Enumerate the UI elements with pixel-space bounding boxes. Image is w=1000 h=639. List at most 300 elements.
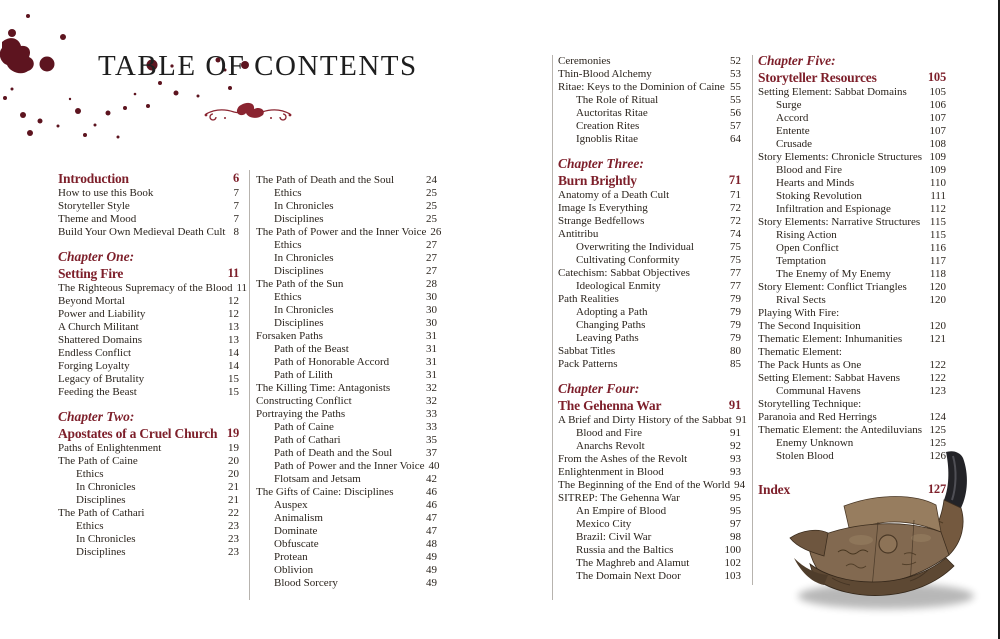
chapter-title: Burn Brightly xyxy=(558,173,637,188)
toc-entry-label: Ignoblis Ritae xyxy=(576,133,639,145)
toc-entry xyxy=(558,120,741,133)
toc-entry-page-number: 30 xyxy=(426,291,437,303)
toc-entry-page-number: 11 xyxy=(236,282,248,294)
toc-entry-page-number: 92 xyxy=(730,440,741,452)
toc-entry xyxy=(558,228,741,241)
toc-column-3 xyxy=(558,55,747,583)
toc-entry-page-number: 75 xyxy=(730,241,741,253)
toc-entry-page-number: 122 xyxy=(929,372,946,384)
toc-entry-label: Strange Bedfellows xyxy=(558,215,645,227)
toc-entry-page-number: 112 xyxy=(929,203,946,215)
toc-entry xyxy=(58,373,239,386)
toc-entry-page-number: 35 xyxy=(426,434,437,446)
column-divider xyxy=(552,55,553,600)
toc-entry-label: Endless Conflict xyxy=(58,347,132,359)
toc-entry-page-number: 21 xyxy=(228,494,239,506)
toc-entry xyxy=(558,81,741,94)
toc-entry xyxy=(256,356,437,369)
toc-entry-label: Open Conflict xyxy=(776,242,839,254)
toc-entry-label: Brazil: Civil War xyxy=(576,531,652,543)
toc-entry xyxy=(58,494,239,507)
toc-entry-page-number: 93 xyxy=(730,466,741,478)
toc-entry-label: Communal Havens xyxy=(776,385,861,397)
toc-entry-page-number: 24 xyxy=(426,174,437,186)
toc-entry xyxy=(558,133,741,146)
toc-entry-page-number: 125 xyxy=(929,437,946,449)
toc-entry-page-number: 102 xyxy=(724,557,741,569)
toc-entry xyxy=(256,486,437,499)
toc-entry xyxy=(58,200,239,213)
toc-entry-label: Leaving Paths xyxy=(576,332,639,344)
toc-entry-label: Hearts and Minds xyxy=(776,177,855,189)
toc-entry-page-number: 118 xyxy=(929,268,946,280)
toc-entry-label: Infiltration and Espionage xyxy=(776,203,891,215)
toc-entry xyxy=(758,307,946,320)
toc-entry-label: Enlightenment in Blood xyxy=(558,466,664,478)
toc-entry-page-number: 79 xyxy=(730,293,741,305)
toc-entry-page-number: 53 xyxy=(730,68,741,80)
toc-entry-page-number: 107 xyxy=(929,112,946,124)
toc-entry-page-number: 95 xyxy=(730,505,741,517)
toc-entry-page-number: 107 xyxy=(929,125,946,137)
toc-entry-page-number: 120 xyxy=(929,294,946,306)
toc-entry-page-number: 27 xyxy=(426,265,437,277)
toc-entry-page-number xyxy=(942,307,946,320)
toc-entry xyxy=(758,112,946,125)
toc-entry-label: Thematic Element: Inhumanities xyxy=(758,333,903,345)
toc-entry-page-number: 77 xyxy=(730,267,741,279)
toc-entry-page-number: 37 xyxy=(426,447,437,459)
toc-entry-page-number: 79 xyxy=(730,306,741,318)
toc-entry-page-number: 72 xyxy=(730,202,741,214)
chapter-page-number: 11 xyxy=(227,266,239,280)
toc-entry-label: Disciplines xyxy=(76,494,126,506)
toc-entry-label: Ideological Enmity xyxy=(576,280,661,292)
toc-entry-page-number: 40 xyxy=(428,460,440,472)
toc-entry-label: Image Is Everything xyxy=(558,202,648,214)
toc-entry-label: Stolen Blood xyxy=(776,450,834,462)
chapter-prefix: Chapter Three: xyxy=(558,156,644,171)
toc-entry xyxy=(758,333,946,346)
toc-entry xyxy=(558,479,746,492)
toc-entry-label: Accord xyxy=(776,112,809,124)
toc-entry xyxy=(256,239,437,252)
toc-entry xyxy=(758,372,946,385)
toc-entry-label: Ceremonies xyxy=(558,55,611,67)
toc-entry xyxy=(758,385,946,398)
toc-entry-page-number: 117 xyxy=(929,255,946,267)
toc-entry-label: Flotsam and Jetsam xyxy=(274,473,361,485)
toc-entry-label: Adopting a Path xyxy=(576,306,648,318)
toc-entry-label: Ethics xyxy=(274,239,302,251)
toc-entry xyxy=(256,343,437,356)
toc-entry-page-number: 15 xyxy=(228,373,239,385)
toc-entry-page-number: 55 xyxy=(730,94,741,106)
toc-entry-label: Sabbat Titles xyxy=(558,345,616,357)
toc-entry xyxy=(58,455,239,468)
chapter-prefix: Chapter Five: xyxy=(758,53,836,68)
page-title: TABLE OF CONTENTS xyxy=(98,50,418,82)
toc-entry-page-number: 15 xyxy=(228,386,239,398)
toc-entry-page-number: 46 xyxy=(426,486,437,498)
toc-entry-label: The Pack Hunts as One xyxy=(758,359,862,371)
toc-entry xyxy=(558,202,741,215)
toc-entry-page-number: 22 xyxy=(228,507,239,519)
toc-entry-label: Protean xyxy=(274,551,308,563)
toc-entry-page-number: 42 xyxy=(426,473,437,485)
toc-entry-page-number: 46 xyxy=(426,499,437,511)
toc-entry-label: Setting Element: Sabbat Domains xyxy=(758,86,907,98)
toc-entry-label: Rising Action xyxy=(776,229,837,241)
toc-entry-label: Storytelling Technique: xyxy=(758,398,862,410)
toc-entry-page-number: 109 xyxy=(929,164,946,176)
toc-entry-label: Path of Honorable Accord xyxy=(274,356,390,368)
toc-entry-label: The Path of Caine xyxy=(58,455,138,467)
chapter-page-number: 6 xyxy=(232,171,239,185)
toc-entry xyxy=(758,424,946,437)
toc-entry xyxy=(256,382,437,395)
toc-entry-page-number: 116 xyxy=(929,242,946,254)
toc-entry-page-number: 105 xyxy=(929,86,946,98)
toc-entry-page-number: 91 xyxy=(730,427,741,439)
toc-entry-page-number: 124 xyxy=(929,411,946,423)
toc-entry xyxy=(758,190,946,203)
toc-entry xyxy=(758,411,946,424)
toc-entry xyxy=(58,442,239,455)
toc-entry-page-number: 25 xyxy=(426,200,437,212)
toc-entry xyxy=(558,544,741,557)
toc-entry-page-number: 21 xyxy=(228,481,239,493)
toc-entry-page-number: 108 xyxy=(929,138,946,150)
toc-entry xyxy=(758,164,946,177)
toc-entry xyxy=(256,395,437,408)
toc-entry xyxy=(58,295,239,308)
toc-entry xyxy=(58,520,239,533)
toc-entry-label: Disciplines xyxy=(76,546,126,558)
toc-entry xyxy=(558,332,741,345)
toc-entry xyxy=(558,267,741,280)
toc-entry-label: Overwriting the Individual xyxy=(576,241,694,253)
chapter-page-number: 71 xyxy=(728,173,741,187)
toc-entry xyxy=(58,226,239,239)
toc-entry-page-number: 72 xyxy=(730,215,741,227)
toc-entry xyxy=(758,346,946,359)
toc-entry xyxy=(256,304,437,317)
toc-entry xyxy=(256,473,437,486)
toc-entry-label: Cultivating Conformity xyxy=(576,254,680,266)
toc-entry-label: Blood Sorcery xyxy=(274,577,338,589)
toc-entry-label: Anarchs Revolt xyxy=(576,440,645,452)
toc-entry-page-number: 80 xyxy=(730,345,741,357)
chapter-prefix: Chapter Four: xyxy=(558,381,640,396)
toc-entry xyxy=(58,507,239,520)
toc-entry-label: A Church Militant xyxy=(58,321,139,333)
toc-entry-page-number: 19 xyxy=(228,442,239,454)
toc-entry xyxy=(256,460,440,473)
toc-entry xyxy=(256,512,437,525)
toc-entry xyxy=(256,174,437,187)
toc-entry xyxy=(758,86,946,99)
toc-entry xyxy=(758,99,946,112)
toc-entry-label: Constructing Conflict xyxy=(256,395,352,407)
toc-entry xyxy=(256,499,437,512)
toc-entry-page-number: 64 xyxy=(730,133,741,145)
column-divider xyxy=(249,170,250,600)
toc-entry-label: How to use this Book xyxy=(58,187,154,199)
toc-entry xyxy=(758,216,946,229)
toc-entry xyxy=(558,293,741,306)
toc-entry-page-number: 91 xyxy=(735,414,747,426)
toc-entry xyxy=(256,291,437,304)
toc-entry xyxy=(758,255,946,268)
toc-entry-page-number: 12 xyxy=(228,308,239,320)
toc-entry-page-number: 14 xyxy=(228,347,239,359)
chapter-title: The Gehenna War xyxy=(558,398,662,413)
toc-entry-label: Crusade xyxy=(776,138,813,150)
toc-entry-label: Rival Sects xyxy=(776,294,826,306)
toc-entry xyxy=(256,265,437,278)
toc-entry-label: Portraying the Paths xyxy=(256,408,346,420)
toc-entry-label: Thin-Blood Alchemy xyxy=(558,68,652,80)
toc-chapter-heading xyxy=(558,381,741,414)
toc-entry xyxy=(558,531,741,544)
toc-entry-label: Storyteller Style xyxy=(58,200,130,212)
toc-entry-label: The Killing Time: Antagonists xyxy=(256,382,391,394)
toc-entry-page-number: 47 xyxy=(426,525,437,537)
toc-entry-page-number xyxy=(942,346,946,359)
toc-entry-label: From the Ashes of the Revolt xyxy=(558,453,688,465)
toc-entry-label: Surge xyxy=(776,99,802,111)
toc-entry-page-number: 13 xyxy=(228,334,239,346)
toc-entry-page-number: 74 xyxy=(730,228,741,240)
toc-entry-page-number: 26 xyxy=(430,226,442,238)
toc-entry-label: Obfuscate xyxy=(274,538,319,550)
toc-entry xyxy=(256,369,437,382)
toc-entry-label: Changing Paths xyxy=(576,319,646,331)
toc-entry-page-number: 120 xyxy=(929,320,946,332)
toc-chapter-heading xyxy=(58,170,239,187)
toc-entry xyxy=(558,94,741,107)
toc-entry-label: An Empire of Blood xyxy=(576,505,667,517)
toc-entry-page-number: 57 xyxy=(730,120,741,132)
toc-chapter-heading xyxy=(558,156,741,189)
toc-entry-page-number: 109 xyxy=(929,151,946,163)
toc-entry-label: Stoking Revolution xyxy=(776,190,862,202)
broken-horn-artifact xyxy=(786,448,998,618)
toc-chapter-heading xyxy=(58,409,239,442)
toc-entry-label: Ethics xyxy=(76,468,104,480)
toc-entry-page-number: 8 xyxy=(233,226,239,238)
toc-entry-page-number: 27 xyxy=(426,239,437,251)
toc-entry-label: Story Element: Conflict Triangles xyxy=(758,281,907,293)
toc-entry-label: Disciplines xyxy=(274,213,324,225)
toc-entry-label: In Chronicles xyxy=(274,252,334,264)
toc-entry-page-number: 85 xyxy=(730,358,741,370)
toc-entry-page-number: 79 xyxy=(730,319,741,331)
toc-entry-label: Thematic Element: xyxy=(758,346,842,358)
toc-entry xyxy=(558,570,741,583)
toc-entry xyxy=(758,294,946,307)
toc-entry-page-number: 75 xyxy=(730,254,741,266)
toc-entry xyxy=(558,414,747,427)
chapter-title: Setting Fire xyxy=(58,266,124,281)
toc-entry xyxy=(558,107,741,120)
toc-entry-label: Russia and the Baltics xyxy=(576,544,674,556)
toc-entry-page-number: 100 xyxy=(724,544,741,556)
toc-entry xyxy=(558,557,741,570)
toc-entry-page-number: 52 xyxy=(730,55,741,67)
toc-entry xyxy=(58,347,239,360)
toc-entry-label: The Domain Next Door xyxy=(576,570,681,582)
toc-entry-label: Enemy Unknown xyxy=(776,437,854,449)
chapter-page-number: 19 xyxy=(226,426,239,440)
toc-entry-page-number: 7 xyxy=(233,187,239,199)
toc-entry-label: Ritae: Keys to the Dominion of Caine xyxy=(558,81,725,93)
toc-entry-label: Path of the Beast xyxy=(274,343,349,355)
toc-entry-label: Antitribu xyxy=(558,228,599,240)
chapter-title: Apostates of a Cruel Church xyxy=(58,426,218,441)
toc-entry xyxy=(558,466,741,479)
toc-entry xyxy=(558,280,741,293)
toc-entry-page-number: 31 xyxy=(426,330,437,342)
chapter-prefix: Chapter One: xyxy=(58,249,135,264)
toc-entry-page-number: 20 xyxy=(228,455,239,467)
toc-entry-page-number: 79 xyxy=(730,332,741,344)
toc-entry-label: The Maghreb and Alamut xyxy=(576,557,690,569)
ornamental-flourish-icon xyxy=(203,101,293,123)
toc-entry-label: Path of Death and the Soul xyxy=(274,447,393,459)
toc-entry xyxy=(58,334,239,347)
chapter-title: Index xyxy=(758,482,791,497)
toc-entry-page-number: 71 xyxy=(730,189,741,201)
toc-entry-page-number: 23 xyxy=(228,520,239,532)
toc-entry-page-number: 115 xyxy=(929,229,946,241)
toc-entry-label: Ethics xyxy=(274,187,302,199)
toc-entry xyxy=(256,577,437,590)
toc-entry-label: Blood and Fire xyxy=(776,164,842,176)
toc-entry xyxy=(256,525,437,538)
toc-entry-label: Beyond Mortal xyxy=(58,295,125,307)
toc-entry xyxy=(58,360,239,373)
toc-entry-label: Path of Lilith xyxy=(274,369,333,381)
toc-entry xyxy=(558,453,741,466)
toc-entry-label: Pack Patterns xyxy=(558,358,618,370)
toc-entry-page-number: 32 xyxy=(426,382,437,394)
toc-entry-label: Auspex xyxy=(274,499,308,511)
toc-entry-page-number: 32 xyxy=(426,395,437,407)
column-divider xyxy=(752,55,753,585)
toc-entry xyxy=(758,398,946,411)
toc-entry-label: Paths of Enlightenment xyxy=(58,442,162,454)
toc-entry-label: Thematic Element: the Antediluvians xyxy=(758,424,923,436)
toc-entry xyxy=(758,125,946,138)
toc-entry-page-number: 49 xyxy=(426,564,437,576)
toc-entry-label: Disciplines xyxy=(274,265,324,277)
toc-entry-label: Story Elements: Narrative Structures xyxy=(758,216,921,228)
toc-entry-label: Ethics xyxy=(76,520,104,532)
toc-entry-label: Shattered Domains xyxy=(58,334,143,346)
toc-entry xyxy=(758,229,946,242)
toc-entry-page-number: 30 xyxy=(426,304,437,316)
toc-entry-page-number: 95 xyxy=(730,492,741,504)
toc-entry xyxy=(58,187,239,200)
toc-entry xyxy=(758,151,946,164)
toc-entry-page-number: 20 xyxy=(228,468,239,480)
toc-entry xyxy=(558,358,741,371)
toc-entry xyxy=(558,241,741,254)
toc-column-2 xyxy=(256,174,442,590)
toc-entry xyxy=(256,317,437,330)
chapter-page-number: 91 xyxy=(728,398,741,412)
toc-entry xyxy=(256,434,437,447)
toc-entry-page-number: 25 xyxy=(426,187,437,199)
toc-entry-label: Disciplines xyxy=(274,317,324,329)
toc-entry xyxy=(58,546,239,559)
toc-entry-label: Forsaken Paths xyxy=(256,330,323,342)
toc-entry-label: Build Your Own Medieval Death Cult xyxy=(58,226,226,238)
toc-entry xyxy=(256,564,437,577)
toc-entry xyxy=(758,203,946,216)
chapter-title: Storyteller Resources xyxy=(758,70,877,85)
toc-entry xyxy=(58,533,239,546)
toc-entry-label: Legacy of Brutality xyxy=(58,373,145,385)
toc-entry-page-number: 106 xyxy=(929,99,946,111)
toc-entry xyxy=(758,242,946,255)
toc-entry-page-number: 98 xyxy=(730,531,741,543)
toc-entry-page-number: 111 xyxy=(930,190,946,202)
toc-entry-label: Path Realities xyxy=(558,293,619,305)
toc-entry xyxy=(558,254,741,267)
toc-entry-label: The Beginning of the End of the World xyxy=(558,479,731,491)
toc-entry-page-number: 48 xyxy=(426,538,437,550)
toc-entry-label: The Righteous Supremacy of the Blood xyxy=(58,282,233,294)
toc-entry-label: In Chronicles xyxy=(274,200,334,212)
toc-column-1 xyxy=(58,170,248,559)
toc-entry xyxy=(256,421,437,434)
toc-entry-label: In Chronicles xyxy=(76,533,136,545)
toc-entry xyxy=(256,538,437,551)
toc-entry-label: Mexico City xyxy=(576,518,632,530)
toc-entry-label: Catechism: Sabbat Objectives xyxy=(558,267,690,279)
toc-entry-label: Animalism xyxy=(274,512,323,524)
toc-entry-page-number: 7 xyxy=(233,213,239,225)
toc-entry xyxy=(256,252,437,265)
chapter-prefix: Chapter Two: xyxy=(58,409,135,424)
toc-entry-label: Story Elements: Chronicle Structures xyxy=(758,151,923,163)
toc-entry-page-number: 7 xyxy=(233,200,239,212)
toc-entry xyxy=(558,440,741,453)
toc-entry xyxy=(558,215,741,228)
toc-entry-page-number: 93 xyxy=(730,453,741,465)
toc-entry-label: Setting Element: Sabbat Havens xyxy=(758,372,901,384)
toc-entry xyxy=(256,408,437,421)
toc-entry-page-number: 125 xyxy=(929,424,946,436)
toc-entry xyxy=(58,213,239,226)
toc-entry-label: Path of Cathari xyxy=(274,434,341,446)
toc-entry-page-number: 115 xyxy=(929,216,946,228)
toc-entry-page-number: 14 xyxy=(228,360,239,372)
toc-entry-page-number: 25 xyxy=(426,213,437,225)
toc-entry xyxy=(58,468,239,481)
toc-entry xyxy=(558,306,741,319)
toc-entry xyxy=(558,427,741,440)
toc-entry-label: Auctoritas Ritae xyxy=(576,107,648,119)
toc-entry-label: Forging Loyalty xyxy=(58,360,130,372)
toc-entry-page-number: 31 xyxy=(426,369,437,381)
toc-entry-label: Path of Caine xyxy=(274,421,334,433)
toc-entry xyxy=(256,330,437,343)
toc-entry-label: Creation Rites xyxy=(576,120,640,132)
